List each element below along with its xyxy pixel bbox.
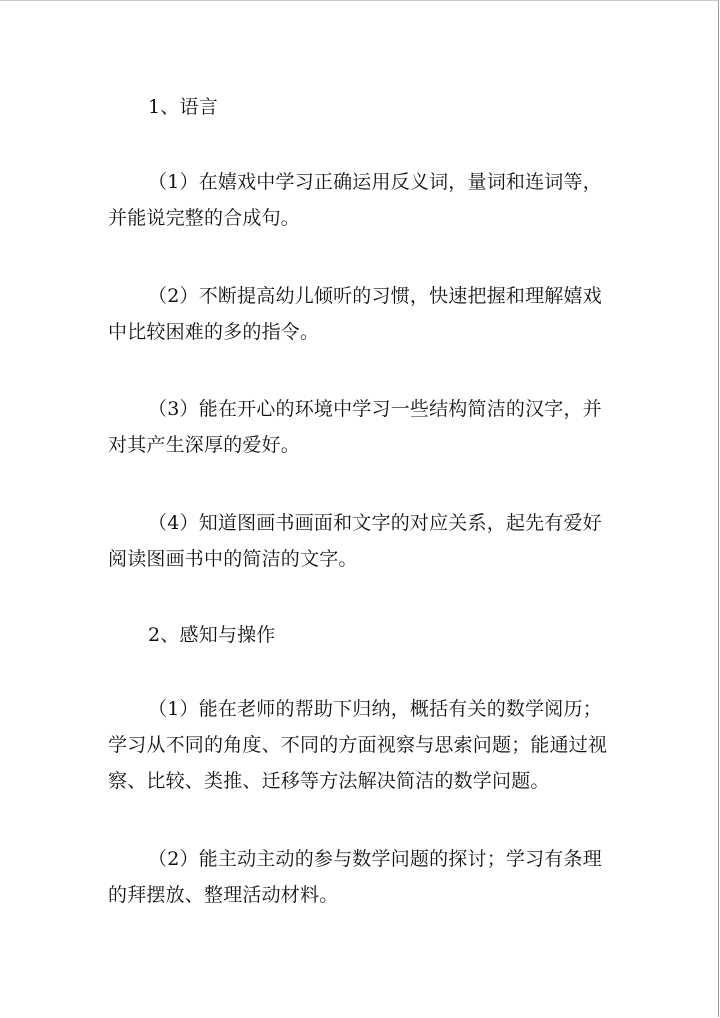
paragraph-line: 对其产生深厚的爱好。 bbox=[108, 434, 301, 456]
paragraph-line: （2）能主动主动的参与数学问题的探讨；学习有条理 bbox=[148, 848, 602, 870]
heading-text: 2、感知与操作 bbox=[148, 624, 276, 646]
paragraph-line: （3）能在开心的环境中学习一些结构简洁的汉字，并 bbox=[148, 398, 602, 420]
paragraph-line: （1）在嬉戏中学习正确运用反义词，量词和连词等， bbox=[148, 171, 602, 193]
paragraph-1-4 bbox=[108, 505, 618, 577]
section-2-heading bbox=[108, 617, 618, 653]
paragraph-1-3 bbox=[108, 391, 618, 463]
paragraph-line: 的拜摆放、整理活动材料。 bbox=[108, 884, 339, 906]
paragraph-line: （4）知道图画书画面和文字的对应关系，起先有爱好 bbox=[148, 512, 602, 534]
paragraph-line: 中比较困难的多的指令。 bbox=[108, 321, 320, 343]
section-1-heading bbox=[108, 89, 618, 125]
paragraph-1-2 bbox=[108, 278, 618, 350]
heading-text: 1、语言 bbox=[148, 96, 218, 118]
paragraph-2-1 bbox=[108, 691, 618, 799]
paragraph-line: 阅读图画书中的简洁的文字。 bbox=[108, 548, 358, 570]
paragraph-line: （2）不断提高幼儿倾听的习惯，快速把握和理解嬉戏 bbox=[148, 285, 602, 307]
paragraph-1-1 bbox=[108, 164, 618, 236]
paragraph-line: 学习从不同的角度、不同的方面视察与思索问题；能通过视 bbox=[108, 734, 608, 756]
paragraph-2-2 bbox=[108, 841, 618, 913]
paragraph-line: （1）能在老师的帮助下归纳，概括有关的数学阅历； bbox=[148, 698, 602, 720]
paragraph-line: 察、比较、类推、迁移等方法解决简洁的数学问题。 bbox=[108, 770, 550, 792]
paragraph-line: 并能说完整的合成句。 bbox=[108, 207, 301, 229]
